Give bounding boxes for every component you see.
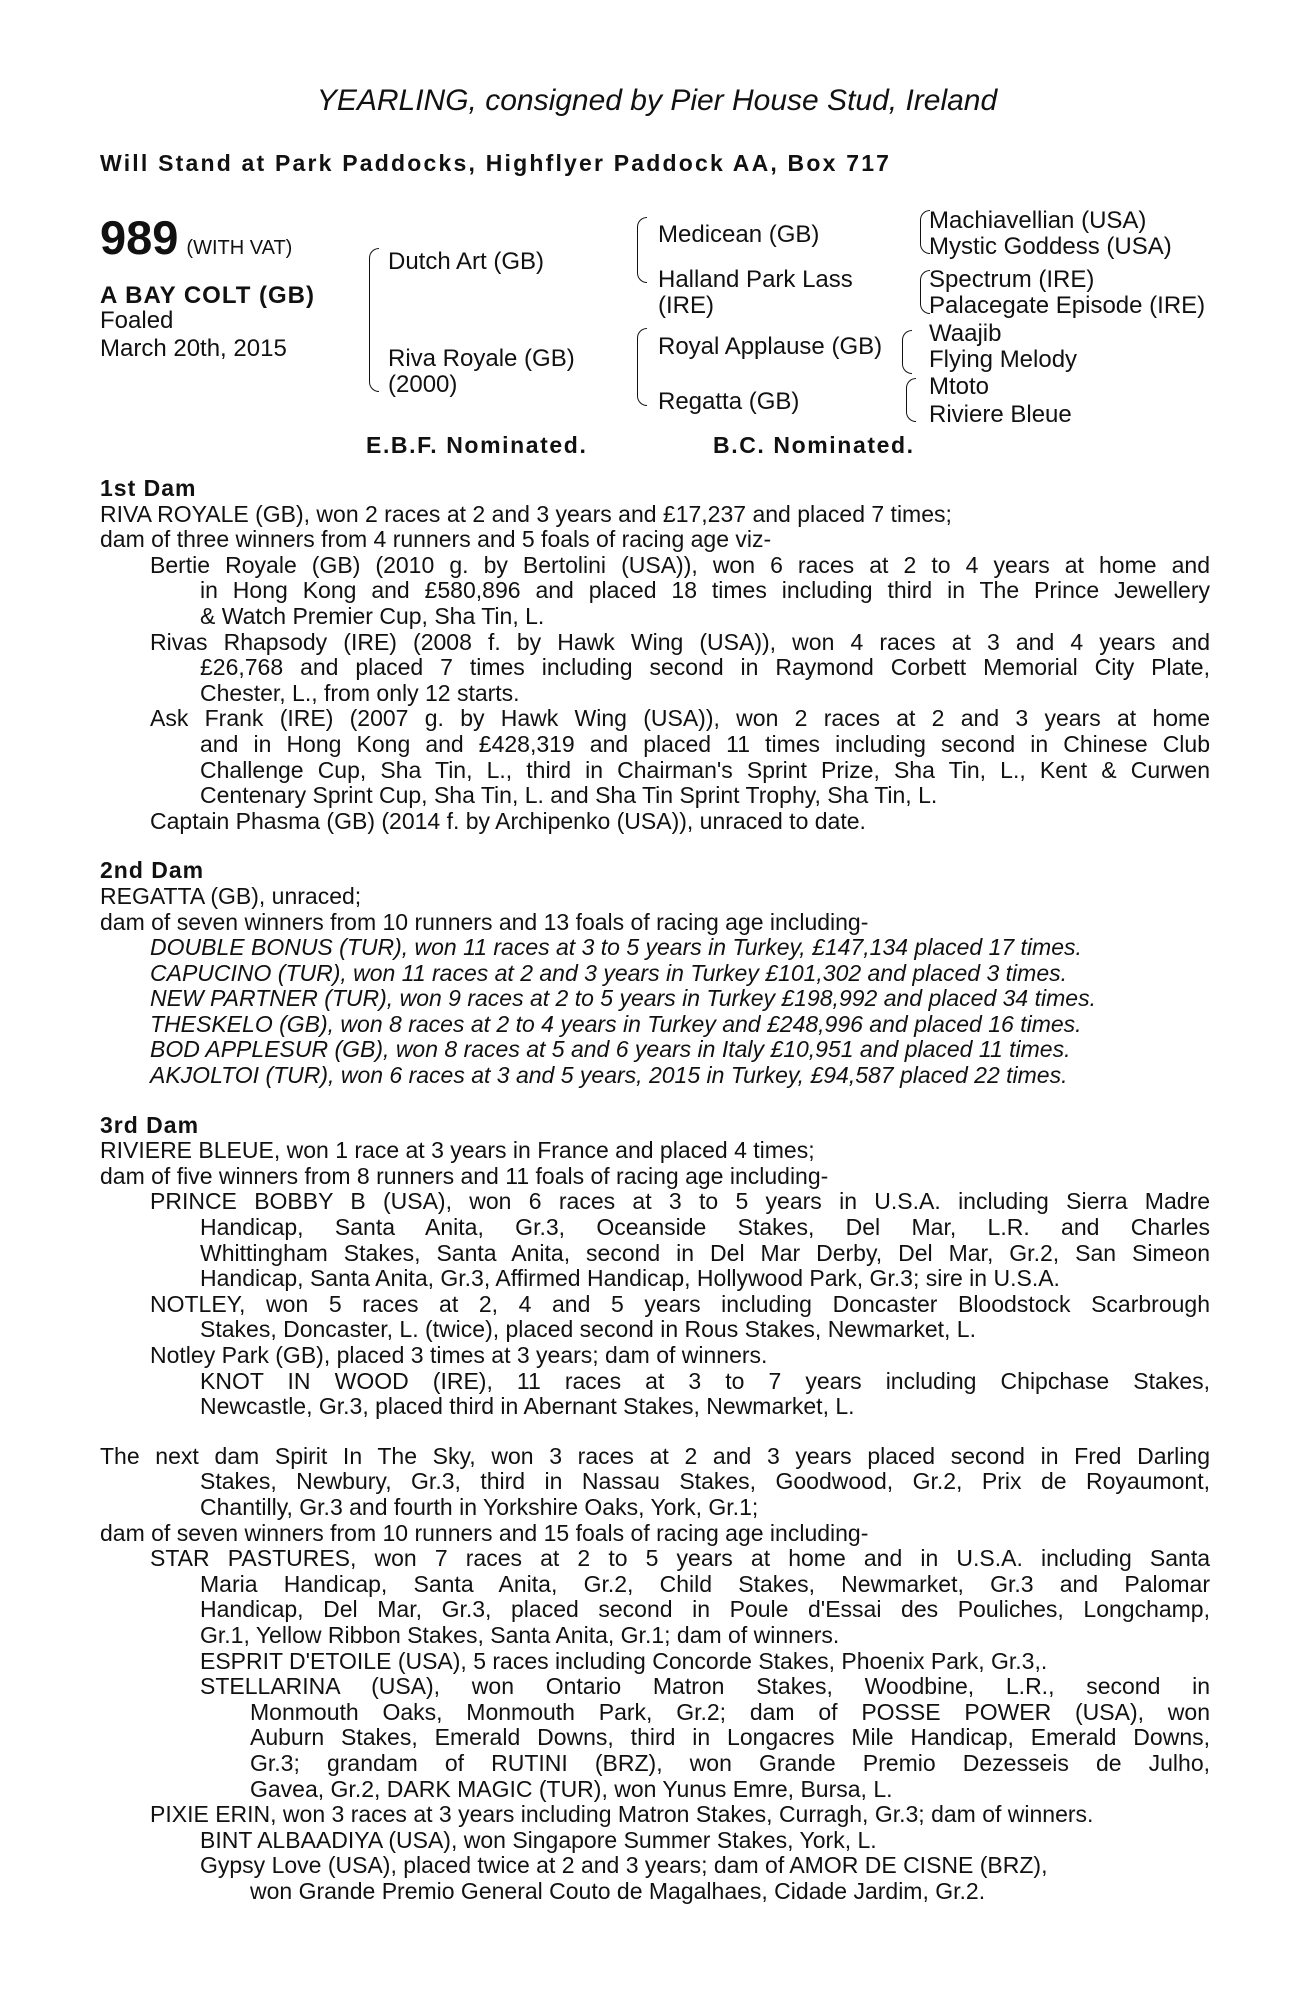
third-dam-line: Handicap, Santa Anita, Gr.3, Affirmed Handicap, Hollywood Park, Gr.3; sire in U.S.A.: [200, 1265, 1060, 1292]
ebf-nominated: E.B.F. Nominated.: [366, 432, 588, 458]
second-dam-line: CAPUCINO (TUR), won 11 races at 2 and 3 years in Turkey £101,302 and placed 3 times.: [150, 959, 1068, 986]
first-dam-line: dam of three winners from 4 runners and 5 foals of racing age viz-: [100, 526, 772, 553]
next-dam-line: Stakes, Newbury, Gr.3, third in Nassau Stakes, Goodwood, Gr.2, Prix de Royaumont,: [200, 1468, 1210, 1495]
lot-description: A BAY COLT (GB): [100, 282, 316, 309]
pedigree-ddd: Riviere Bleue: [929, 401, 1072, 428]
next-dam-line: BINT ALBAADIYA (USA), won Singapore Summer Stakes, York, L.: [200, 1826, 877, 1853]
third-dam-line: RIVIERE BLEUE, won 1 race at 3 years in France and placed 4 times;: [100, 1137, 815, 1164]
next-dam-line: Chantilly, Gr.3 and fourth in Yorkshire Oaks, York, Gr.1;: [200, 1493, 759, 1520]
pedigree-dam-sire: Royal Applause (GB): [658, 333, 883, 360]
first-dam-line: & Watch Premier Cup, Sha Tin, L.: [200, 602, 545, 629]
first-dam-line: RIVA ROYALE (GB), won 2 races at 2 and 3 years and £17,237 and placed 7 times;: [100, 500, 952, 527]
pedigree-sire-sire: Medicean (GB): [658, 221, 820, 248]
second-dam-line: DOUBLE BONUS (TUR), won 11 races at 3 to 5 years in Turkey, £147,134 placed 17 times.: [150, 934, 1082, 961]
third-dam-line: PRINCE BOBBY B (USA), won 6 races at 3 to 5 years in U.S.A. including Sierra Madre: [150, 1188, 1210, 1215]
first-dam-line: Chester, L., from only 12 starts.: [200, 679, 520, 706]
next-dam-line: The next dam Spirit In The Sky, won 3 races at 2 and 3 years placed second in Fred Darling: [100, 1442, 1210, 1469]
lot-number-value: 989: [100, 211, 179, 264]
second-dam-line: AKJOLTOI (TUR), won 6 races at 3 and 5 years, 2015 in Turkey, £94,587 placed 22 times.: [150, 1062, 1068, 1089]
third-dam-line: Newcastle, Gr.3, placed third in Abernant Stakes, Newmarket, L.: [200, 1393, 855, 1420]
first-dam-line: Captain Phasma (GB) (2014 f. by Archipenko (USA)), unraced to date.: [150, 807, 866, 834]
pedigree-brace-dam: [637, 328, 647, 406]
first-dam-line: Challenge Cup, Sha Tin, L., third in Chairman's Sprint Prize, Sha Tin, L., Kent & Curwen: [200, 756, 1210, 783]
lot-number: [100, 210, 292, 265]
pedigree-dam-year: (2000): [388, 371, 458, 398]
pedigree-dam-dam: Regatta (GB): [658, 388, 800, 415]
third-dam-line: Whittingham Stakes, Santa Anita, second in Del Mar Derby, Del Mar, Gr.2, San Simeon: [200, 1239, 1210, 1266]
pedigree-dds: Mtoto: [929, 373, 990, 400]
second-dam-line: BOD APPLESUR (GB), won 8 races at 5 and 6 years in Italy £10,951 and placed 11 times.: [150, 1036, 1071, 1063]
second-dam-line: NEW PARTNER (TUR), won 9 races at 2 to 5 years in Turkey £198,992 and placed 34 times.: [150, 985, 1096, 1012]
third-dam-line: KNOT IN WOOD (IRE), 11 races at 3 to 7 years including Chipchase Stakes,: [200, 1367, 1210, 1394]
first-dam-line: Rivas Rhapsody (IRE) (2008 f. by Hawk Wing (USA)), won 4 races at 3 and 4 years and: [150, 628, 1210, 655]
next-dam-line: STELLARINA (USA), won Ontario Matron Stakes, Woodbine, L.R., second in: [200, 1673, 1210, 1700]
pedigree-brace-ds: [902, 330, 912, 374]
third-dam-line: Stakes, Doncaster, L. (twice), placed second in Rous Stakes, Newmarket, L.: [200, 1316, 976, 1343]
next-dam-line: Maria Handicap, Santa Anita, Gr.2, Child Stakes, Newmarket, Gr.3 and Palomar: [200, 1570, 1210, 1597]
second-dam-line: REGATTA (GB), unraced;: [100, 882, 362, 909]
next-dam-line: PIXIE ERIN, won 3 races at 3 years including Matron Stakes, Curragh, Gr.3; dam of winners.: [150, 1801, 1094, 1828]
next-dam-line: Monmouth Oaks, Monmouth Park, Gr.2; dam of POSSE POWER (USA), won: [250, 1698, 1210, 1725]
third-dam-line: Handicap, Santa Anita, Gr.3, Oceanside Stakes, Del Mar, L.R. and Charles: [200, 1214, 1210, 1241]
pedigree-sire: Dutch Art (GB): [388, 248, 545, 275]
next-dam-line: ESPRIT D'ETOILE (USA), 5 races including Concorde Stakes, Phoenix Park, Gr.3,.: [200, 1647, 1048, 1674]
pedigree-brace-gen1: [369, 248, 379, 392]
stand-location: Will Stand at Park Paddocks, Highflyer Paddock AA, Box 717: [100, 150, 892, 176]
next-dam-line: dam of seven winners from 10 runners and 15 foals of racing age including-: [100, 1519, 869, 1546]
pedigree-sdd: Palacegate Episode (IRE): [929, 292, 1206, 319]
foaled-date: March 20th, 2015: [100, 335, 287, 362]
vat-label: (WITH VAT): [186, 237, 293, 259]
next-dam-line: Gr.3; grandam of RUTINI (BRZ), won Grande Premio Dezesseis de Julho,: [250, 1749, 1210, 1776]
second-dam-line: THESKELO (GB), won 8 races at 2 to 4 years in Turkey and £248,996 and placed 16 times.: [150, 1010, 1082, 1037]
third-dam-line: NOTLEY, won 5 races at 2, 4 and 5 years including Doncaster Bloodstock Scarbrough: [150, 1290, 1210, 1317]
next-dam-line: Gypsy Love (USA), placed twice at 2 and 3 years; dam of AMOR DE CISNE (BRZ),: [200, 1852, 1048, 1879]
next-dam-line: Handicap, Del Mar, Gr.3, placed second in Poule d'Essai des Pouliches, Longchamp,: [200, 1596, 1210, 1623]
pedigree-brace-sire: [637, 217, 647, 283]
pedigree-dss: Waajib: [929, 320, 1002, 347]
first-dam-line: £26,768 and placed 7 times including second in Raymond Corbett Memorial City Plate,: [200, 654, 1210, 681]
pedigree-dam: Riva Royale (GB): [388, 345, 575, 372]
next-dam-line: Auburn Stakes, Emerald Downs, third in Longacres Mile Handicap, Emerald Downs,: [250, 1724, 1210, 1751]
first-dam-line: Centenary Sprint Cup, Sha Tin, L. and Sha Tin Sprint Trophy, Sha Tin, L.: [200, 782, 938, 809]
pedigree-sire-dam: Halland Park Lass: [658, 266, 853, 293]
pedigree-sss: Machiavellian (USA): [929, 207, 1147, 234]
next-dam-line: won Grande Premio General Couto de Magalhaes, Cidade Jardim, Gr.2.: [250, 1877, 986, 1904]
produce-record: [100, 476, 1210, 1904]
third-dam-line: Notley Park (GB), placed 3 times at 3 years; dam of winners.: [150, 1342, 768, 1368]
pedigree-dsd: Flying Melody: [929, 346, 1078, 373]
next-dam-line: STAR PASTURES, won 7 races at 2 to 5 years at home and in U.S.A. including Santa: [150, 1545, 1210, 1572]
foaled-label: Foaled: [100, 307, 174, 334]
second-dam-line: dam of seven winners from 10 runners and 13 foals of racing age including-: [100, 908, 869, 935]
first-dam-line: and in Hong Kong and £428,319 and placed 11 times including second in Chinese Club: [200, 730, 1210, 757]
next-dam-line: Gr.1, Yellow Ribbon Stakes, Santa Anita, Gr.1; dam of winners.: [200, 1621, 840, 1648]
second-dam-heading: 2nd Dam: [100, 857, 205, 884]
pedigree-ssd: Mystic Goddess (USA): [929, 233, 1172, 260]
bc-nominated: B.C. Nominated.: [713, 432, 915, 458]
first-dam-line: Ask Frank (IRE) (2007 g. by Hawk Wing (USA)), won 2 races at 2 and 3 years at home: [150, 705, 1210, 732]
third-dam-line: dam of five winners from 8 runners and 11 foals of racing age including-: [100, 1162, 829, 1189]
first-dam-line: in Hong Kong and £580,896 and placed 18 times including third in The Prince Jewellery: [200, 577, 1210, 604]
pedigree-sds: Spectrum (IRE): [929, 266, 1095, 293]
third-dam-heading: 3rd Dam: [100, 1111, 200, 1138]
first-dam-line: Bertie Royale (GB) (2010 g. by Bertolini (USA)), won 6 races at 2 to 4 years at home and: [150, 551, 1210, 578]
next-dam-line: Gavea, Gr.2, DARK MAGIC (TUR), won Yunus Emre, Bursa, L.: [250, 1775, 893, 1802]
pedigree-brace-dd: [906, 378, 916, 422]
pedigree-sire-dam-country: (IRE): [658, 292, 714, 319]
consignor-heading: YEARLING, consigned by Pier House Stud, Ireland: [316, 84, 998, 117]
first-dam-heading: 1st Dam: [100, 475, 197, 501]
